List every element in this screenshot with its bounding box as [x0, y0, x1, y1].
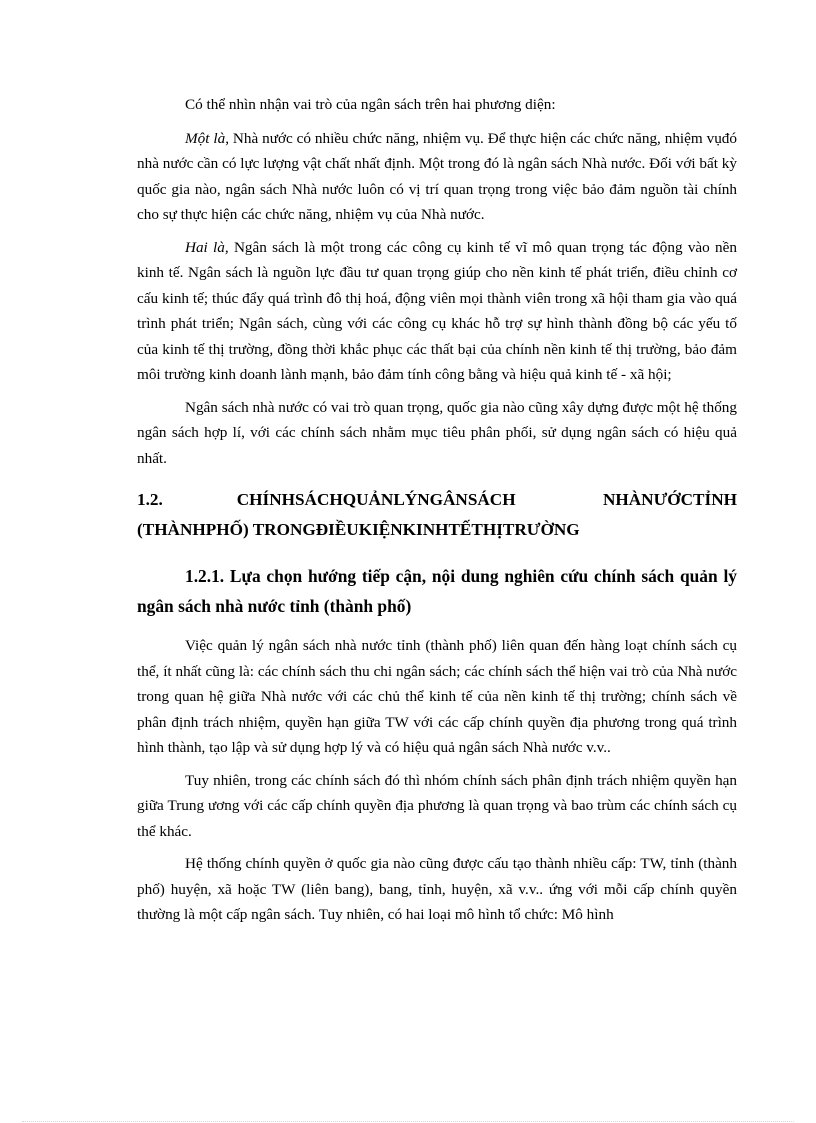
intro-paragraph	[137, 92, 737, 118]
section-heading-line1: 1.2. CHÍNHSÁCHQUẢNLÝNGÂNSÁCH NHÀNƯỚCTỈNH	[137, 490, 737, 509]
section-heading-line2: (THÀNHPHỐ) TRONGĐIỀUKIỆNKINHTẾTHỊTRƯỜNG	[137, 520, 580, 539]
role-paragraph-two	[137, 235, 737, 388]
document-page	[137, 92, 737, 935]
paragraph-lead-one: Một là	[185, 129, 226, 147]
body-paragraph: Việc quản lý ngân sách nhà nước tỉnh (thành phố) liên quan đến hàng loạt chính sách cụ thể, ít nhất cũng là: các chính sách thu chi ngân sách; các chính sách thể hiện vai trò của Nhà nước trong quan hệ giữa Nhà nước với các chủ thể kinh tế của nền kinh tế thị trường; chính sách về phân định trách nhiệm, quyền hạn giữa TW với các cấp chính quyền địa phương trong quá trình hình thành, tạo lập và sử dụng hợp lý và có hiệu quả ngân sách Nhà nước v.v..	[137, 637, 737, 756]
section-heading	[137, 485, 737, 545]
paragraph-text: , Ngân sách là một trong các công cụ kinh tế vĩ mô quan trọng tác động vào nền kinh tế. Ngân sách là nguồn lực đầu tư quan trọng giúp cho nền kinh tế phát triển, điều chỉnh cơ cấu kinh tế; thúc đẩy quá trình đô thị hoá, động viên mọi thành viên trong xã hội tham gia vào quá trình phát triển; Ngân sách, cùng với các công cụ khác hỗ trợ sự hình thành đồng bộ các yếu tố của kinh tế thị trường, đồng thời khắc phục các thất bại của chính nền kinh tế thị trường, bảo đảm môi trường kinh doanh lành mạnh, bảo đảm tính công bằng và hiệu quả kinh tế - xã hội;	[137, 238, 737, 383]
paragraph-text: Có thể nhìn nhận vai trò của ngân sách trên hai phương diện:	[185, 96, 556, 113]
summary-paragraph	[137, 395, 737, 472]
role-paragraph-one	[137, 126, 737, 228]
subsection-heading: 1.2.1. Lựa chọn hướng tiếp cận, nội dung nghiên cứu chính sách quản lý ngân sách nhà nước tỉnh (thành phố)	[137, 566, 737, 616]
paragraph-text: Ngân sách nhà nước có vai trò quan trọng, quốc gia nào cũng xây dựng được một hệ thống ngân sách hợp lí, với các chính sách nhằm mục tiêu phân phối, sử dụng ngân sách có hiệu quả nhất.	[137, 398, 737, 467]
body-paragraph: Hệ thống chính quyền ở quốc gia nào cũng được cấu tạo thành nhiều cấp: TW, tỉnh (thành phố) huyện, xã hoặc TW (liên bang), bang, tỉnh, huyện, xã v.v.. ứng với mỗi cấp chính quyền thường là một cấp ngân sách. Tuy nhiên, có hai loại mô hình tổ chức: Mô hình	[137, 855, 737, 923]
body-paragraph: Tuy nhiên, trong các chính sách đó thì nhóm chính sách phân định trách nhiệm quyền hạn giữa Trung ương với các cấp chính quyền địa phương là quan trọng và bao trùm các chính sách cụ thể khác.	[137, 771, 737, 840]
page-bottom-divider	[22, 1121, 794, 1122]
paragraph-text: , Nhà nước có nhiều chức năng, nhiệm vụ. Để thực hiện các chức năng, nhiệm vụđó nhà nước cần có lực lượng vật chất nhất định. Một trong đó là ngân sách Nhà nước. Đối với bất kỳ quốc gia nào, ngân sách Nhà nước luôn có vị trí quan trọng trong việc bảo đảm nguồn tài chính cho sự thực hiện các chức năng, nhiệm vụ của Nhà nước.	[137, 129, 737, 223]
paragraph-lead-two: Hai là	[185, 238, 225, 256]
